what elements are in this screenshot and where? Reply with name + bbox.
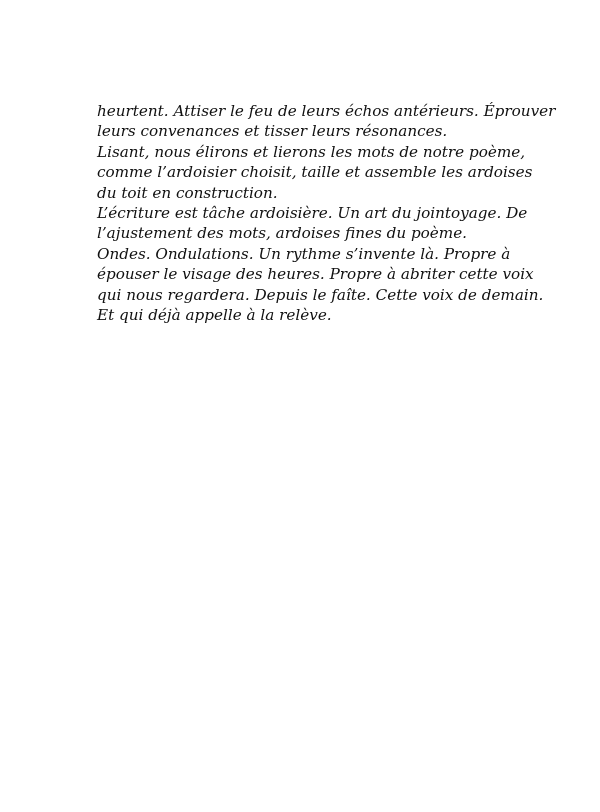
text-line: épouser le visage des heures. Propre à abriter cette voix	[97, 265, 534, 284]
text-line: du toit en construction.	[97, 183, 278, 202]
text-line: L’écriture est tâche ardoisière. Un art du jointoyage. De	[97, 203, 528, 222]
poem-text-block	[97, 101, 556, 325]
text-line: Lisant, nous élirons et lierons les mots de notre poème,	[97, 142, 526, 161]
text-line: qui nous regardera. Depuis le faîte. Cette voix de demain.	[97, 285, 544, 304]
text-line: leurs convenances et tisser leurs résonances.	[97, 122, 448, 141]
text-line: Et qui déjà appelle à la relève.	[97, 305, 332, 324]
text-line: heurtent. Attiser le feu de leurs échos antérieurs. Éprouver	[97, 102, 556, 120]
text-line: l’ajustement des mots, ardoises fines du poème.	[97, 224, 468, 243]
text-line: Ondes. Ondulations. Un rythme s’invente là. Propre à	[97, 244, 511, 263]
text-line: comme l’ardoisier choisit, taille et assemble les ardoises	[97, 163, 533, 182]
